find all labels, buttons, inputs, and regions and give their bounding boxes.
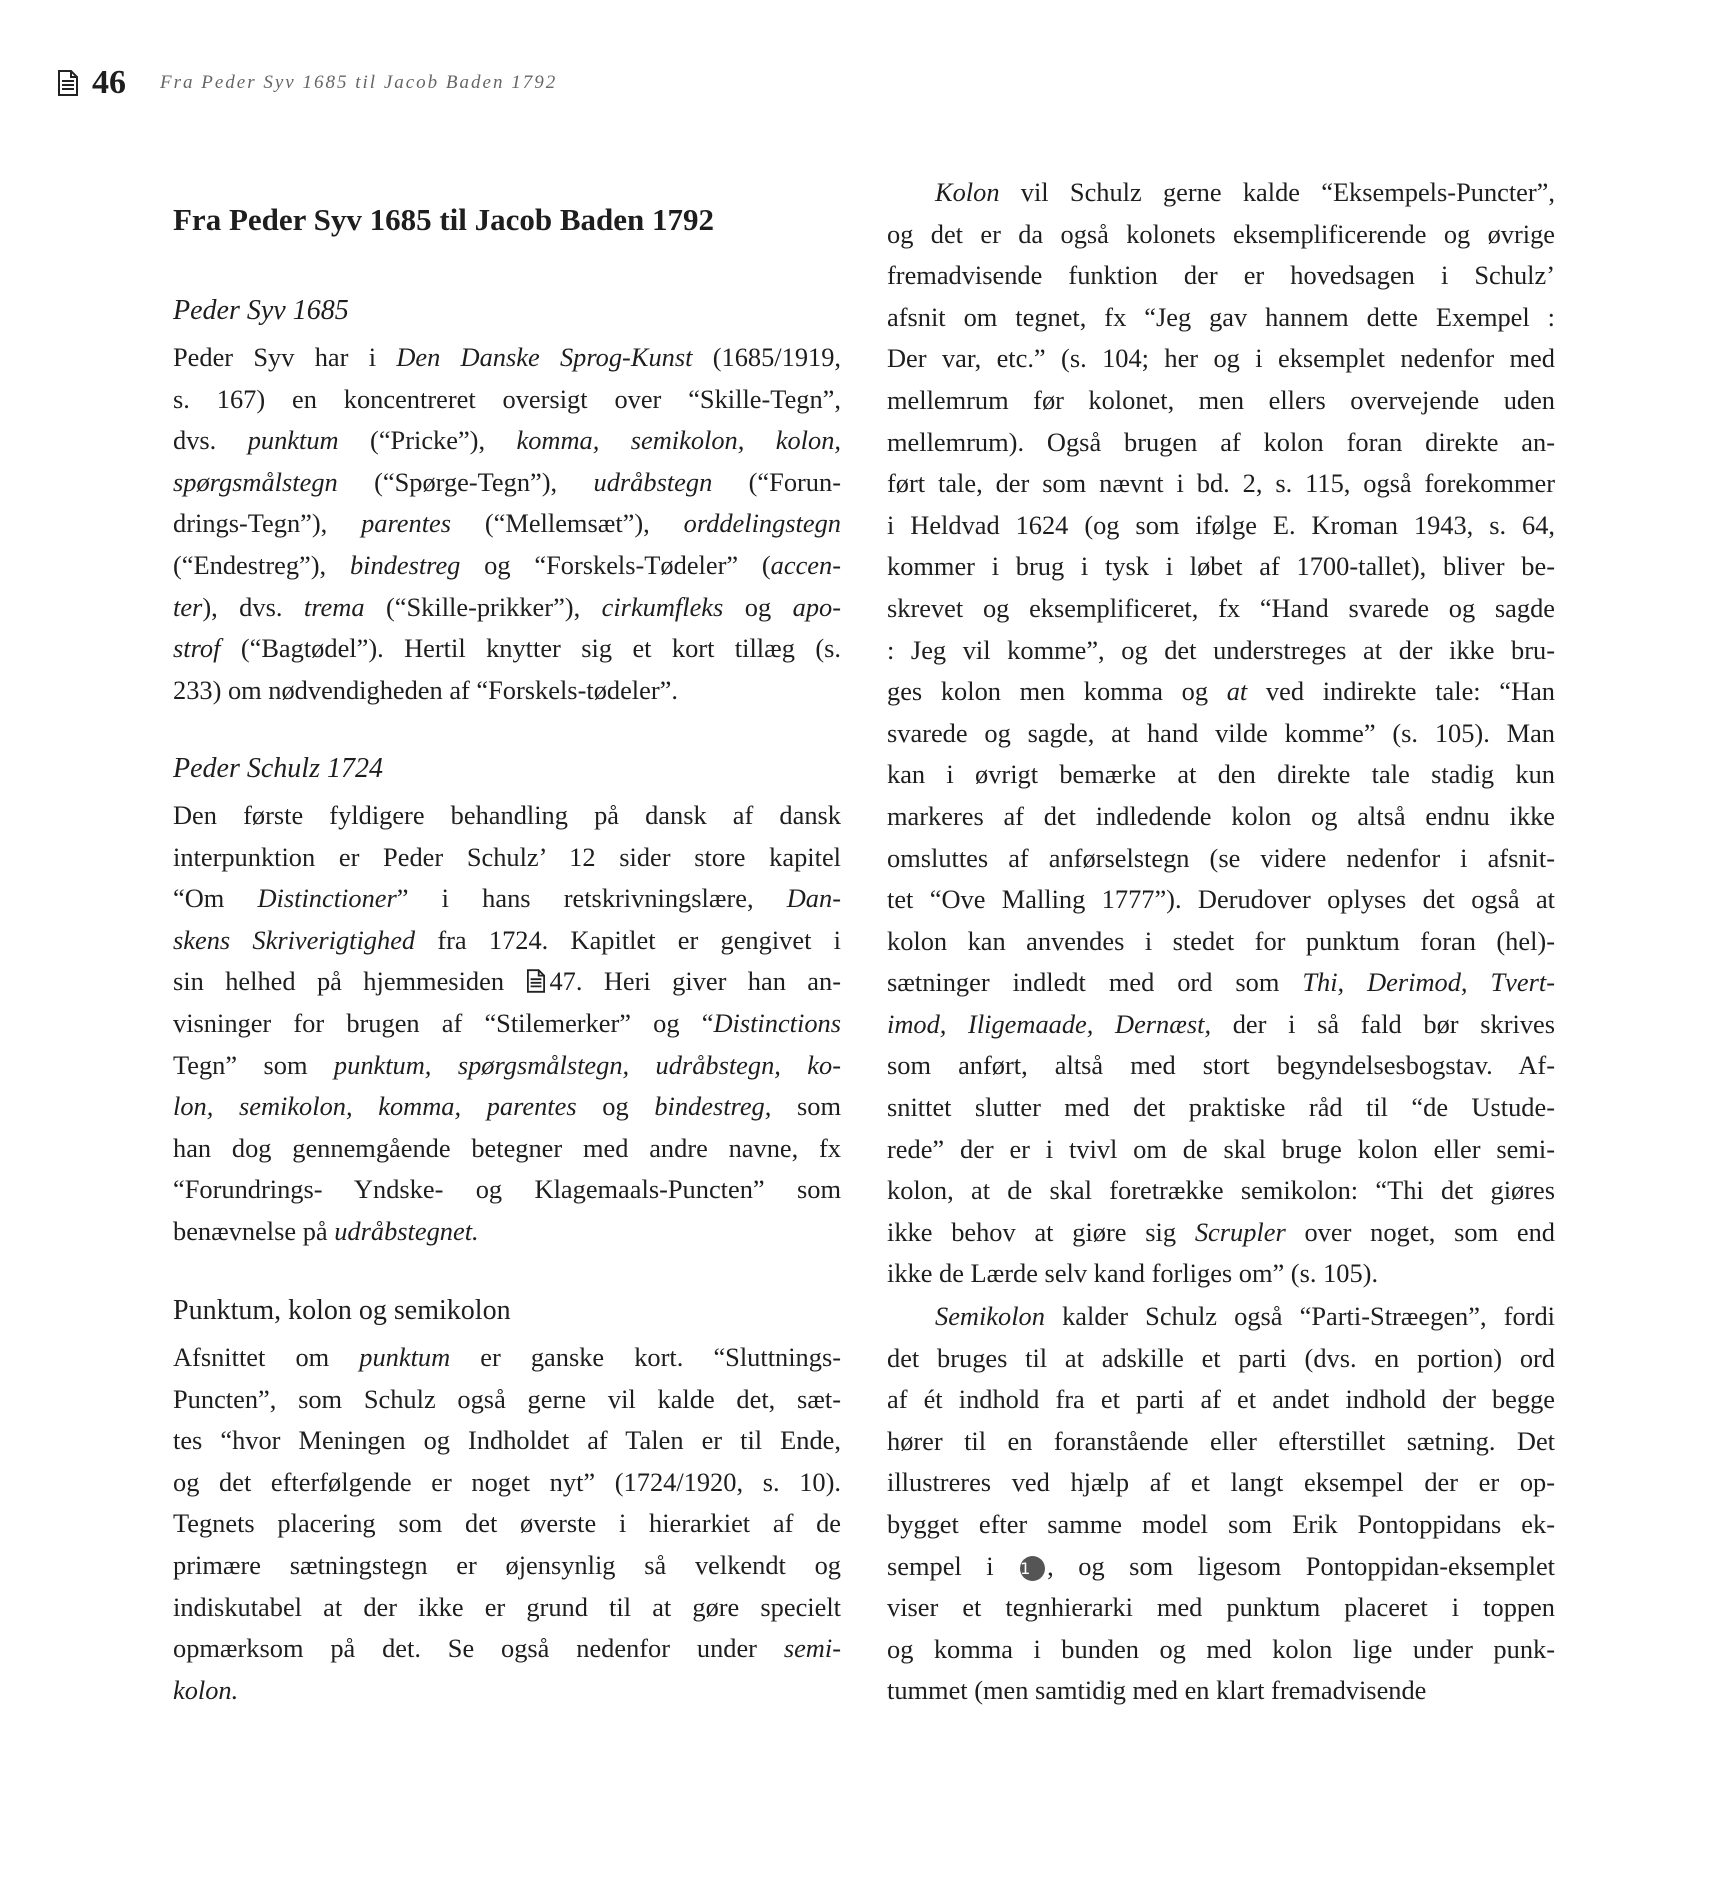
text-run: vil Schulz gerne kalde “Eksempels-Puncter”,: [999, 177, 1555, 207]
text-run: han dog gennemgående betegner med andre navne, fx: [173, 1132, 841, 1163]
text-run: (“Mellemsæt”),: [451, 508, 684, 539]
text-run: (“Bagtødel”). Hertil knytter sig et kort tillæg (s.: [220, 633, 841, 664]
text-line: [887, 505, 1555, 547]
text-run: som: [771, 1091, 841, 1122]
text-run: bygget efter samme model som Erik Pontoppidans ek-: [887, 1508, 1555, 1539]
italic-term: skens Skriverigtighed: [173, 924, 416, 955]
text-line: [173, 1169, 841, 1211]
text-run: og det er da også kolonets eksemplificerende og øvrige: [887, 218, 1555, 249]
italic-term: Den Danske Sprog-Kunst: [396, 342, 693, 372]
text-run: drings-Tegn”),: [173, 508, 362, 539]
text-run: , og som ligesom Pontoppidan-eksemplet: [1047, 1550, 1555, 1581]
text-line: [173, 837, 841, 879]
text-line: [173, 1211, 841, 1253]
text-run: kan i øvrigt bemærke at den direkte tale stadig kun: [887, 759, 1555, 790]
text-line: [887, 713, 1555, 755]
italic-term: Distinctions: [713, 1007, 841, 1038]
text-run: : Jeg vil komme”, og det understreges at der ikke bru-: [887, 634, 1555, 665]
text-line: [887, 380, 1555, 422]
text-line: [173, 462, 841, 504]
text-line: [887, 1629, 1555, 1671]
text-run: tes “hvor Meningen og Indholdet af Talen er til Ende,: [173, 1425, 841, 1456]
text-run: visninger for brugen af “Stilemerker” og “: [173, 1007, 714, 1038]
text-line: [173, 503, 841, 545]
text-run: markeres af det indledende kolon og altså endnu ikke: [887, 800, 1555, 831]
text-run: det bruges til at adskille et parti (dvs. en portion) ord: [887, 1342, 1555, 1373]
text-line: [887, 546, 1555, 588]
text-run: illustreres ved hjælp af et langt eksempel der er op-: [887, 1467, 1555, 1498]
text-run: fremadvisende funktion der er hovedsagen i Schulz’: [887, 260, 1555, 291]
text-run: hører til en foranstående eller efterstillet sætning. Det: [887, 1425, 1555, 1456]
text-run: ført tale, der som nævnt i bd. 2, s. 115, også forekommer: [887, 468, 1555, 499]
italic-term: apo-: [792, 591, 841, 622]
text-line: [887, 630, 1555, 672]
text-line: [173, 920, 841, 962]
text-line: [173, 670, 841, 712]
text-run: ), dvs.: [202, 591, 304, 622]
text-run: ikke behov at giøre sig: [887, 1216, 1195, 1247]
paragraph: [173, 795, 841, 1253]
italic-term: Dan-: [786, 883, 841, 914]
text-line: [173, 1545, 841, 1587]
text-line: [173, 878, 841, 920]
text-run: “Om: [173, 883, 258, 914]
text-run: viser et tegnhierarki med punktum placeret i toppen: [887, 1592, 1555, 1623]
paragraph: [173, 1337, 841, 1711]
text-line: [887, 588, 1555, 630]
text-line: [173, 1379, 841, 1421]
text-run: mellemrum før kolonet, men ellers overvejende uden: [887, 384, 1555, 415]
page-number: 46: [92, 64, 126, 101]
italic-term: bindestreg: [349, 549, 461, 580]
text-line: [887, 1129, 1555, 1171]
text-line: [887, 1253, 1555, 1295]
text-run: der i så fald bør skrives: [1211, 1008, 1555, 1039]
italic-term: parentes: [361, 508, 452, 539]
text-run: af ét indhold fra et parti af et andet indhold der begge: [887, 1384, 1555, 1415]
text-run: og komma i bunden og med kolon lige under punk-: [887, 1633, 1555, 1664]
text-run: (“Skille-prikker”),: [364, 591, 602, 622]
text-line: [173, 1045, 841, 1087]
text-run: og: [576, 1091, 655, 1122]
text-line: [173, 1462, 841, 1504]
text-line: [173, 1420, 841, 1462]
italic-term: semi-: [783, 1633, 841, 1664]
text-line: [887, 172, 1555, 214]
italic-term: punktum, spørgsmålstegn, udråbstegn, ko-: [333, 1049, 841, 1080]
text-line: [173, 1003, 841, 1045]
italic-term: udråbstegnet.: [334, 1215, 479, 1246]
text-line: [173, 1670, 841, 1712]
running-title: Fra Peder Syv 1685 til Jacob Baden 1792: [160, 72, 558, 93]
italic-term: accen-: [770, 549, 841, 580]
text-line: [887, 796, 1555, 838]
text-run: kolon kan anvendes i stedet for punktum foran (hel)-: [887, 925, 1555, 956]
text-run: og “Forskels-Tødeler” (: [460, 549, 771, 580]
italic-term: spørgsmålstegn: [173, 466, 338, 497]
text-line: [173, 1086, 841, 1128]
text-run: svarede og sagde, at hand vilde komme” (s. 105). Man: [887, 717, 1555, 748]
text-run: “Forundrings- Yndske- og Klagemaals-Puncten” som: [173, 1174, 841, 1205]
text-line: [887, 1087, 1555, 1129]
text-line: [887, 1587, 1555, 1629]
text-line: [887, 1379, 1555, 1421]
text-run: Puncten”, som Schulz også gerne vil kalde det, sæt-: [173, 1383, 841, 1414]
text-run: benævnelse på: [173, 1215, 335, 1246]
document-icon[interactable]: [527, 969, 545, 993]
italic-term: Distinctioner: [257, 883, 397, 914]
text-line: [887, 255, 1555, 297]
text-run: Peder Syv har i: [173, 342, 397, 372]
italic-term: orddelingstegn: [683, 508, 841, 539]
italic-term: bindestreg,: [654, 1091, 772, 1122]
text-run: (1685/1919,: [692, 342, 842, 372]
numbered-circle-icon[interactable]: 1: [1020, 1556, 1045, 1581]
text-run: sin helhed på hjemmesiden: [173, 966, 526, 997]
text-run: ikke de Lærde selv kand forliges om” (s. 105).: [887, 1258, 1379, 1289]
text-line: [887, 1338, 1555, 1380]
text-run: ved indirekte tale: “Han: [1247, 676, 1555, 707]
text-run: opmærksom på det. Se også nedenfor under: [173, 1633, 784, 1664]
running-head: [58, 64, 557, 102]
italic-term: Scrupler: [1194, 1216, 1286, 1247]
italic-term: Thi, Derimod, Tvert-: [1302, 967, 1555, 998]
text-line: [887, 297, 1555, 339]
chapter-title: Fra Peder Syv 1685 til Jacob Baden 1792: [173, 202, 715, 237]
text-line: [173, 961, 841, 1003]
paragraph: [887, 1296, 1555, 1712]
text-line: [887, 422, 1555, 464]
text-line: [173, 587, 841, 629]
text-run: sempel i: [887, 1550, 1019, 1581]
text-run: omsluttes af anførselstegn (se videre nedenfor i afsnit-: [887, 842, 1555, 873]
italic-term: ter: [173, 591, 203, 622]
italic-term: lon, semikolon, komma, parentes: [173, 1091, 577, 1122]
text-run: Der var, etc.” (s. 104; her og i eksemplet nedenfor med: [887, 343, 1555, 374]
document-icon: [58, 70, 78, 96]
italic-term: cirkumfleks: [601, 591, 724, 622]
italic-term: komma, semikolon, kolon,: [516, 425, 841, 456]
text-run: og: [723, 591, 793, 622]
text-line: [887, 338, 1555, 380]
text-run: dvs.: [173, 425, 248, 456]
text-line: [173, 1503, 841, 1545]
text-line: [173, 1337, 841, 1379]
italic-term: trema: [303, 591, 365, 622]
text-run: ” i hans retskrivningslære,: [396, 883, 787, 914]
text-run: Afsnittet om: [173, 1342, 360, 1372]
text-run: rede” der er i tvivl om de skal bruge kolon eller semi-: [887, 1133, 1555, 1164]
text-run: s. 167) en koncentreret oversigt over “Skille-Tegn”,: [173, 383, 841, 414]
italic-term: Semikolon: [935, 1301, 1045, 1331]
text-line: [173, 1128, 841, 1170]
text-run: i Heldvad 1624 (og som ifølge E. Kroman 1943, s. 64,: [887, 509, 1555, 540]
text-line: [887, 1045, 1555, 1087]
text-line: [173, 1587, 841, 1629]
text-line: [887, 1421, 1555, 1463]
text-run: Tegn” som: [173, 1049, 334, 1080]
paragraph: [887, 172, 1555, 1295]
italic-term: kolon.: [173, 1674, 239, 1705]
text-run: kolon, at de skal foretrække semikolon: “Thi det giøres: [887, 1175, 1555, 1206]
text-run: 233) om nødvendigheden af “Forskels-tødeler”.: [173, 674, 678, 705]
italic-term: udråbstegn: [593, 466, 713, 497]
text-line: [887, 1670, 1555, 1712]
text-run: (“Pricke”),: [338, 425, 517, 456]
text-run: sætninger indledt med ord som: [887, 967, 1303, 998]
text-run: Den første fyldigere behandling på dansk af dansk: [173, 800, 841, 830]
section-heading-peder-schulz: Peder Schulz 1724: [173, 753, 383, 784]
italic-term: punktum: [359, 1342, 451, 1372]
text-line: [887, 671, 1555, 713]
section-heading-peder-syv: Peder Syv 1685: [173, 295, 349, 326]
text-line: [887, 1170, 1555, 1212]
paragraph: [173, 337, 841, 711]
text-run: snittet slutter med det praktiske råd til “de Ustude-: [887, 1092, 1555, 1123]
text-run: fra 1724. Kapitlet er gengivet i: [415, 924, 841, 955]
text-run: mellemrum). Også brugen af kolon foran direkte an-: [887, 426, 1555, 457]
italic-term: strof: [173, 633, 221, 664]
text-run: (“Spørge-Tegn”),: [337, 466, 594, 497]
text-run: (“Endestreg”),: [173, 549, 350, 580]
text-run: (“Forun-: [712, 466, 841, 497]
text-line: [887, 921, 1555, 963]
text-line: [887, 214, 1555, 256]
text-run: afsnit om tegnet, fx “Jeg gav hannem dette Exempel :: [887, 301, 1555, 332]
text-line: [887, 1504, 1555, 1546]
text-line: [887, 463, 1555, 505]
text-run: kalder Schulz også “Parti-Stræegen”, fordi: [1044, 1301, 1555, 1331]
italic-term: imod, Iligemaade, Dernæst,: [887, 1008, 1212, 1039]
text-run: tummet (men samtidig med en klart fremadvisende: [887, 1675, 1427, 1706]
text-run: ges kolon men komma og: [887, 676, 1227, 707]
italic-term: punktum: [247, 425, 339, 456]
text-run: 47. Heri giver han an-: [549, 966, 841, 997]
text-line: [887, 1004, 1555, 1046]
text-run: primære sætningstegn er øjensynlig så velkendt og: [173, 1549, 841, 1580]
text-run: og det efterfølgende er noget nyt” (1724/1920, s. 10).: [173, 1466, 841, 1497]
italic-term: Kolon: [935, 177, 1000, 207]
text-line: [173, 1628, 841, 1670]
text-run: skrevet og eksemplificeret, fx “Hand svarede og sagde: [887, 592, 1555, 623]
text-line: [887, 1212, 1555, 1254]
text-line: [887, 962, 1555, 1004]
text-line: [887, 838, 1555, 880]
text-line: [887, 1462, 1555, 1504]
text-run: interpunktion er Peder Schulz’ 12 sider store kapitel: [173, 841, 841, 872]
text-run: Tegnets placering som det øverste i hierarkiet af de: [173, 1508, 841, 1539]
text-run: som anført, altså med stort begyndelsesbogstav. Af-: [887, 1050, 1555, 1081]
text-line: [887, 1546, 1555, 1588]
text-run: tet “Ove Malling 1777”). Derudover oplyses det også at: [887, 884, 1555, 915]
text-run: kommer i brug i tysk i løbet af 1700-tallet), bliver be-: [887, 551, 1555, 582]
text-line: [173, 379, 841, 421]
text-run: over noget, som end: [1285, 1216, 1555, 1247]
subsection-heading: Punktum, kolon og semikolon: [173, 1295, 511, 1326]
italic-term: at: [1226, 676, 1248, 707]
text-line: [173, 795, 841, 837]
text-line: [173, 628, 841, 670]
text-run: indiskutabel at der ikke er grund til at gøre specielt: [173, 1591, 841, 1622]
text-run: er ganske kort. “Sluttnings-: [450, 1342, 842, 1372]
text-line: [173, 337, 841, 379]
text-line: [887, 754, 1555, 796]
text-line: [173, 545, 841, 587]
text-line: [173, 420, 841, 462]
text-line: [887, 879, 1555, 921]
text-line: [887, 1296, 1555, 1338]
